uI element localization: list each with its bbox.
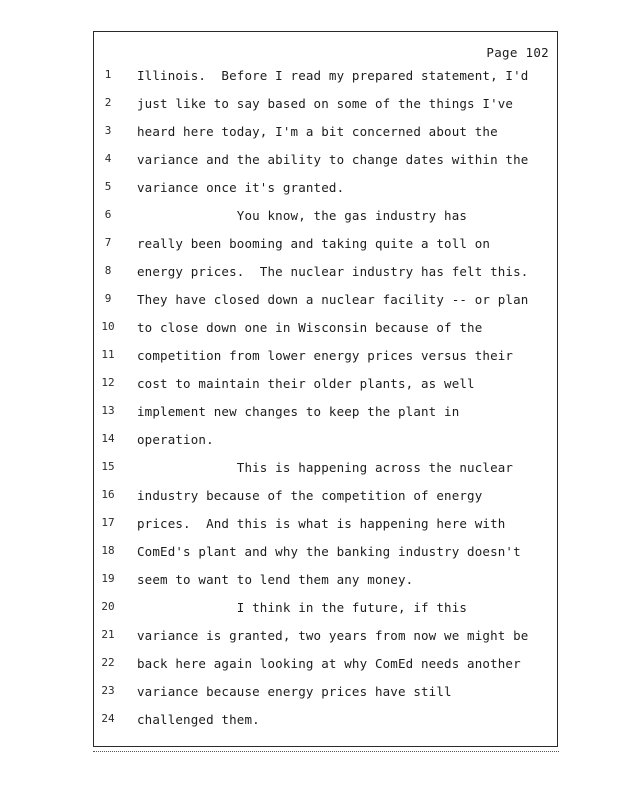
page-number: Page 102 xyxy=(486,45,549,60)
transcript-line: really been booming and taking quite a toll on xyxy=(137,236,491,251)
line-number: 11 xyxy=(101,348,115,361)
transcript-line: industry because of the competition of energy xyxy=(137,488,483,503)
line-number: 3 xyxy=(104,124,112,137)
transcript-line: to close down one in Wisconsin because of the xyxy=(137,320,483,335)
transcript-line: prices. And this is what is happening here with xyxy=(137,516,506,531)
line-number: 15 xyxy=(101,460,115,473)
transcript-line: You know, the gas industry has xyxy=(137,208,468,223)
line-number: 17 xyxy=(101,516,115,529)
line-number: 18 xyxy=(101,544,115,557)
line-number: 14 xyxy=(101,432,115,445)
transcript-line: energy prices. The nuclear industry has felt this. xyxy=(137,264,529,279)
line-number: 21 xyxy=(101,628,115,641)
transcript-line: seem to want to lend them any money. xyxy=(137,572,414,587)
transcript-line: variance once it's granted. xyxy=(137,180,345,195)
transcript-line: operation. xyxy=(137,432,214,447)
line-number: 6 xyxy=(104,208,112,221)
line-number: 24 xyxy=(101,712,115,725)
line-number: 7 xyxy=(104,236,112,249)
line-number: 20 xyxy=(101,600,115,613)
transcript-line: heard here today, I'm a bit concerned about the xyxy=(137,124,498,139)
transcript-line: just like to say based on some of the things I've xyxy=(137,96,514,111)
line-number: 4 xyxy=(104,152,112,165)
line-number: 9 xyxy=(104,292,112,305)
transcript-line: challenged them. xyxy=(137,712,260,727)
line-number: 19 xyxy=(101,572,115,585)
line-number: 5 xyxy=(104,180,112,193)
transcript-line: This is happening across the nuclear xyxy=(137,460,514,475)
line-number: 23 xyxy=(101,684,115,697)
transcript-line: cost to maintain their older plants, as well xyxy=(137,376,475,391)
transcript-line: variance and the ability to change dates within the xyxy=(137,152,529,167)
transcript-line: back here again looking at why ComEd needs another xyxy=(137,656,521,671)
line-number: 8 xyxy=(104,264,112,277)
transcript-line: competition from lower energy prices versus their xyxy=(137,348,514,363)
transcript-line: They have closed down a nuclear facility -- or plan xyxy=(137,292,529,307)
transcript-line: implement new changes to keep the plant in xyxy=(137,404,460,419)
transcript-line: variance because energy prices have still xyxy=(137,684,452,699)
line-number: 1 xyxy=(104,68,112,81)
transcript-line: ComEd's plant and why the banking industry doesn't xyxy=(137,544,521,559)
line-number: 10 xyxy=(101,320,115,333)
transcript-line: I think in the future, if this xyxy=(137,600,468,615)
line-number: 12 xyxy=(101,376,115,389)
line-number: 22 xyxy=(101,656,115,669)
transcript-line: variance is granted, two years from now we might be xyxy=(137,628,529,643)
line-number: 2 xyxy=(104,96,112,109)
line-number: 16 xyxy=(101,488,115,501)
line-number: 13 xyxy=(101,404,115,417)
transcript-page xyxy=(93,31,558,747)
bottom-rule xyxy=(93,751,559,752)
transcript-line: Illinois. Before I read my prepared statement, I'd xyxy=(137,68,529,83)
